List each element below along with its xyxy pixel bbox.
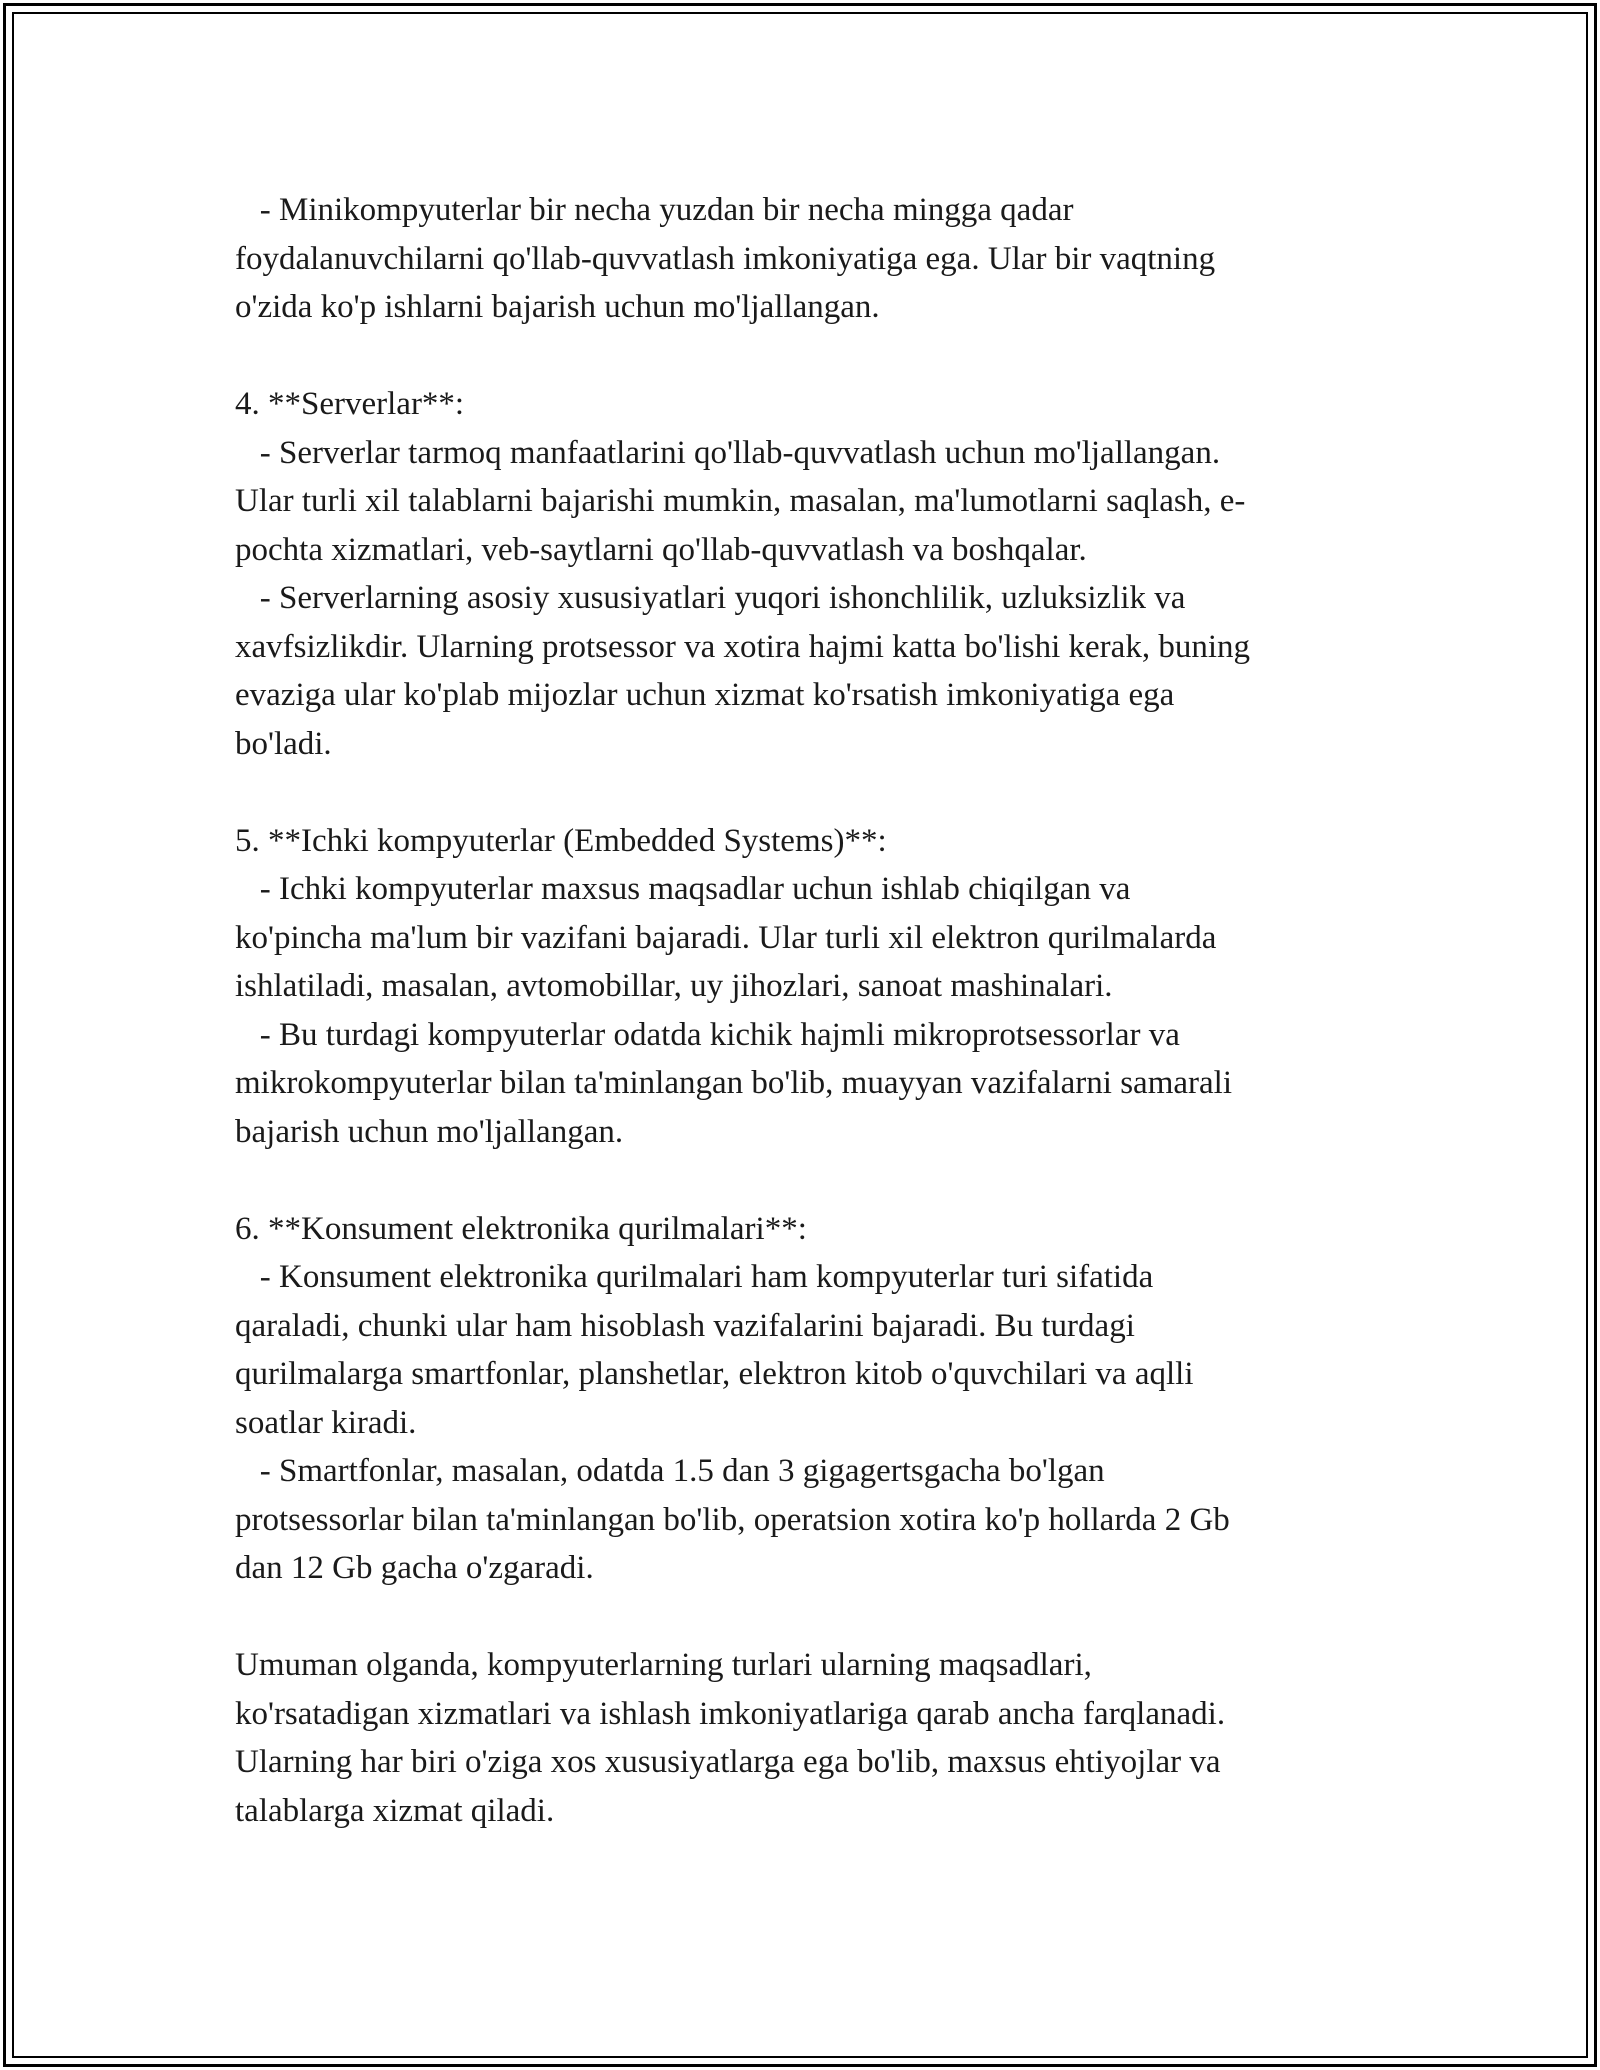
text-line: o'zida ko'p ishlarni bajarish uchun mo'ljallangan. — [235, 289, 880, 325]
text-line: foydalanuvchilarni qo'llab-quvvatlash imkoniyatiga ega. Ular bir vaqtning — [235, 240, 1216, 277]
text-line: - Serverlarning asosiy xususiyatlari yuqori ishonchlilik, uzluksizlik va — [235, 580, 1186, 616]
text-line: evaziga ular ko'plab mijozlar uchun xizmat ko'rsatish imkoniyatiga ega — [235, 677, 1175, 713]
conclusion-text-line: Ularning har biri o'ziga xos xususiyatlarga ega bo'lib, maxsus ehtiyojlar va — [235, 1744, 1221, 1780]
blank-line — [235, 768, 1380, 817]
blank-line — [235, 1156, 1380, 1205]
text-line: ko'pincha ma'lum bir vazifani bajaradi. Ular turli xil elektron qurilmalarda — [235, 919, 1217, 956]
section-heading-serverlar: 4. **Serverlar**: — [235, 386, 465, 422]
text-line: - Ichki kompyuterlar maxsus maqsadlar uchun ishlab chiqilgan va — [235, 871, 1131, 907]
text-line: protsessorlar bilan ta'minlangan bo'lib, operatsion xotira ko'p hollarda 2 Gb — [235, 1501, 1230, 1538]
blank-line — [235, 332, 1380, 381]
text-line: qurilmalarga smartfonlar, planshetlar, elektron kitob o'quvchilari va aqlli — [235, 1356, 1194, 1392]
conclusion-text-line: talablarga xizmat qiladi. — [235, 1792, 555, 1829]
blank-line — [235, 1593, 1380, 1642]
conclusion-text-line: ko'rsatadigan xizmatlari va ishlash imkoniyatlariga qarab ancha farqlanadi. — [235, 1695, 1226, 1732]
text-line: dan 12 Gb gacha o'zgaradi. — [235, 1550, 594, 1586]
text-line: - Bu turdagi kompyuterlar odatda kichik hajmli mikroprotsessorlar va — [235, 1016, 1180, 1053]
text-line: xavfsizlikdir. Ularning protsessor va xotira hajmi katta bo'lishi kerak, buning — [235, 628, 1250, 665]
text-line: mikrokompyuterlar bilan ta'minlangan bo'lib, muayyan vazifalarni samarali — [235, 1065, 1232, 1101]
text-line: - Minikompyuterlar bir necha yuzdan bir necha mingga qadar — [235, 192, 1074, 228]
text-line: soatlar kiradi. — [235, 1404, 417, 1441]
text-line: Ular turli xil talablarni bajarishi mumkin, masalan, ma'lumotlarni saqlash, e- — [235, 483, 1246, 519]
text-line: qaraladi, chunki ular ham hisoblash vazifalarini bajaradi. Bu turdagi — [235, 1307, 1135, 1344]
conclusion-text-line: Umuman olganda, kompyuterlarning turlari ularning maqsadlari, — [235, 1647, 1092, 1683]
section-heading-ichki-kompyuterlar: 5. **Ichki kompyuterlar (Embedded Systems)**: — [235, 822, 887, 859]
section-heading-konsument-elektronika: 6. **Konsument elektronika qurilmalari**: — [235, 1210, 807, 1247]
text-line: bo'ladi. — [235, 725, 332, 762]
text-line: pochta xizmatlari, veb-saytlarni qo'llab-quvvatlash va boshqalar. — [235, 531, 1087, 568]
text-line: ishlatiladi, masalan, avtomobillar, uy jihozlari, sanoat mashinalari. — [235, 968, 1113, 1004]
text-line: - Konsument elektronika qurilmalari ham kompyuterlar turi sifatida — [235, 1259, 1154, 1295]
text-line: - Smartfonlar, masalan, odatda 1.5 dan 3 gigagertsgacha bo'lgan — [235, 1453, 1105, 1489]
document-body — [235, 186, 1380, 1835]
text-line: bajarish uchun mo'ljallangan. — [235, 1113, 624, 1150]
text-line: - Serverlar tarmoq manfaatlarini qo'llab-quvvatlash uchun mo'ljallangan. — [235, 434, 1221, 471]
